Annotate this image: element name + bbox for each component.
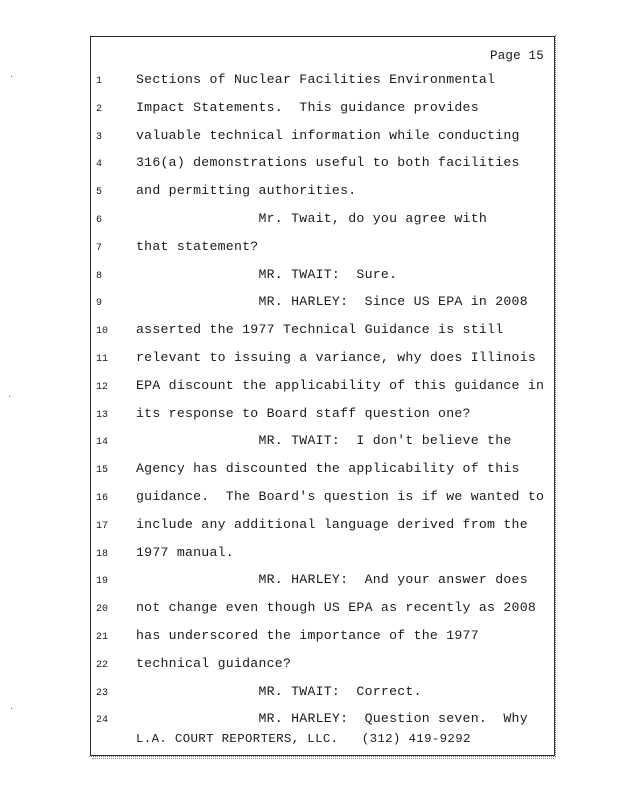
transcript-line: [0, 433, 560, 451]
line-number: 4: [96, 159, 103, 171]
line-text: that statement?: [136, 238, 259, 254]
line-number: 13: [96, 409, 109, 421]
transcript-line: [0, 489, 560, 507]
transcript-line: [0, 72, 560, 90]
line-text: Agency has discounted the applicability of this: [136, 461, 520, 477]
transcript-line: [0, 211, 560, 229]
line-text: has underscored the importance of the 1977: [136, 628, 479, 643]
line-number: 1: [96, 76, 103, 87]
line-text: 1977 manual.: [136, 544, 234, 560]
line-number: 5: [96, 187, 103, 199]
line-number: 20: [96, 604, 109, 616]
transcript-line: [0, 545, 560, 563]
line-text: EPA discount the applicability of this guidance in: [136, 377, 545, 393]
line-text: its response to Board staff question one?: [136, 405, 471, 421]
line-text: Sections of Nuclear Facilities Environmental: [136, 72, 496, 87]
line-text: and permitting authorities.: [136, 183, 357, 199]
transcript-line: [0, 656, 560, 674]
transcript-line: [0, 239, 560, 257]
court-reporter-footer: L.A. COURT REPORTERS, LLC. (312) 419-9292: [136, 732, 471, 746]
line-number: 21: [96, 632, 109, 643]
line-text: MR. HARLEY: And your answer does: [136, 572, 528, 588]
line-text: Impact Statements. This guidance provides: [136, 99, 479, 115]
line-number: 17: [96, 520, 109, 532]
line-text: MR. TWAIT: I don't believe the: [136, 433, 512, 449]
line-number: 15: [96, 465, 109, 477]
line-number: 6: [96, 215, 103, 226]
transcript-line: [0, 350, 560, 368]
transcript-line: [0, 684, 560, 702]
transcript-line: [0, 294, 560, 312]
line-text: guidance. The Board's question is if we wanted to: [136, 489, 545, 504]
line-number: 2: [96, 103, 103, 115]
transcript-line: [0, 628, 560, 646]
line-number: 24: [96, 715, 109, 727]
line-number: 16: [96, 493, 109, 504]
line-text: not change even though US EPA as recently as 2008: [136, 600, 537, 616]
line-number: 12: [96, 381, 109, 393]
line-number: 11: [96, 354, 109, 365]
line-number: 14: [96, 437, 109, 449]
line-text: Mr. Twait, do you agree with: [136, 211, 488, 226]
transcript-line: [0, 461, 560, 479]
scan-speck-middle: ·: [8, 392, 12, 403]
line-text: MR. TWAIT: Correct.: [136, 683, 422, 699]
line-number: 9: [96, 298, 103, 310]
line-text: technical guidance?: [136, 655, 292, 671]
transcript-line: [0, 572, 560, 590]
transcript-line: [0, 322, 560, 340]
transcript-line: [0, 100, 560, 118]
scan-speck-top: ·: [10, 72, 14, 83]
transcript-line: [0, 600, 560, 618]
line-text: MR. HARLEY: Since US EPA in 2008: [136, 294, 528, 310]
transcript-line: [0, 517, 560, 535]
line-text: valuable technical information while conducting: [136, 127, 520, 143]
transcript-line: [0, 155, 560, 173]
transcript-line: [0, 406, 560, 424]
line-number: 8: [96, 270, 103, 282]
line-number: 3: [96, 131, 103, 143]
line-number: 23: [96, 687, 109, 699]
transcript-line: [0, 711, 560, 729]
scan-noise-line: [92, 758, 554, 761]
line-number: 7: [96, 242, 103, 254]
line-number: 18: [96, 548, 109, 560]
page-number: Page 15: [490, 49, 544, 63]
line-text: relevant to issuing a variance, why does Illinois: [136, 350, 537, 365]
line-text: asserted the 1977 Technical Guidance is still: [136, 322, 504, 338]
transcript-line: [0, 378, 560, 396]
line-text: 316(a) demonstrations useful to both facilities: [136, 155, 520, 171]
transcript-line: [0, 267, 560, 285]
transcript-line: [0, 183, 560, 201]
line-text: include any additional language derived from the: [136, 516, 528, 532]
line-text: MR. HARLEY: Question seven. Why: [136, 711, 528, 727]
line-text: MR. TWAIT: Sure.: [136, 266, 398, 282]
scan-speck-bottom: ·: [10, 704, 14, 715]
transcript-line: [0, 128, 560, 146]
line-number: 19: [96, 576, 109, 588]
line-number: 10: [96, 326, 109, 338]
line-number: 22: [96, 659, 109, 671]
